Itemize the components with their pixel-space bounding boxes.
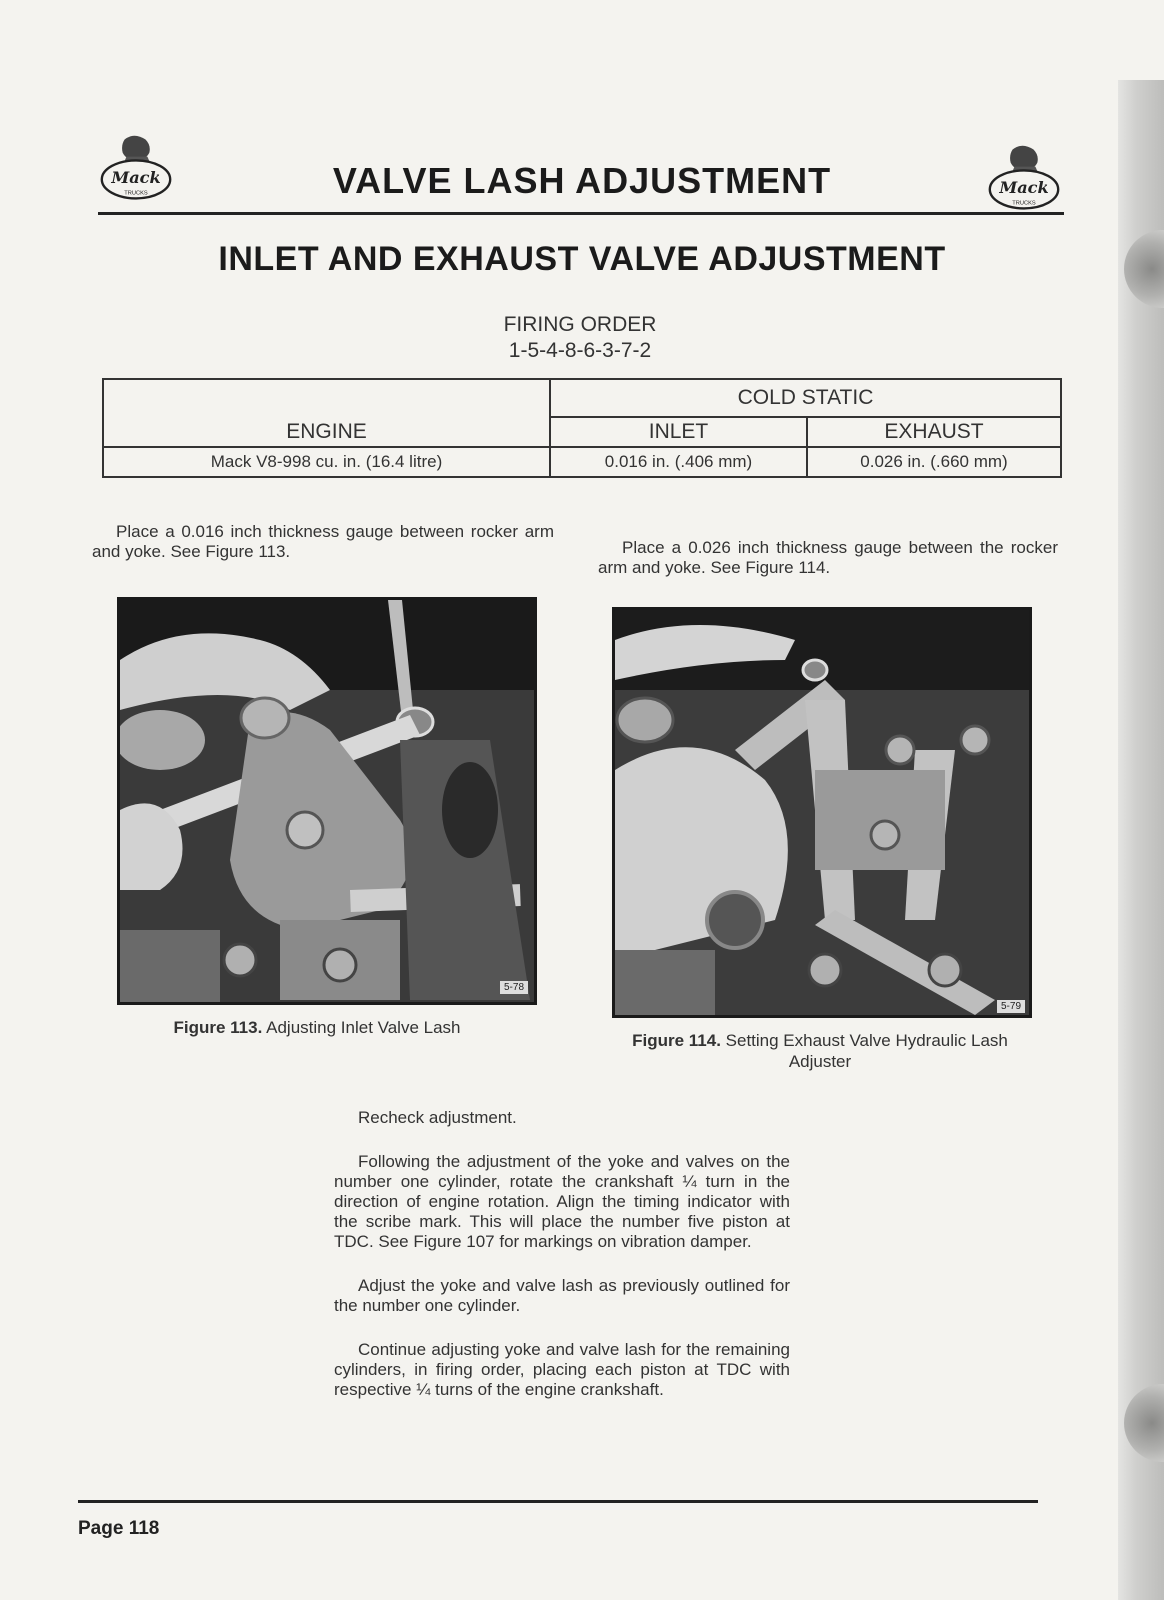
- section-title: INLET AND EXHAUST VALVE ADJUSTMENT: [218, 240, 946, 278]
- engine-header: ENGINE: [103, 379, 550, 447]
- firing-order: [480, 312, 680, 364]
- inlet-instruction: Place a 0.016 inch thickness gauge between rocker arm and yoke. See Figure 113.: [92, 522, 554, 561]
- svg-text:TRUCKS: TRUCKS: [1012, 200, 1036, 207]
- body-text: [334, 1108, 790, 1424]
- figure-114-caption-text: Setting Exhaust Valve Hydraulic Lash Adjuster: [725, 1031, 1008, 1071]
- figure-113-label: Figure 113.: [173, 1018, 263, 1037]
- figure-114-plate: 5-79: [997, 1000, 1025, 1013]
- page-title: VALVE LASH ADJUSTMENT: [332, 160, 832, 201]
- figure-113-caption: [120, 1018, 514, 1038]
- figure-114-photo: [612, 607, 1032, 1018]
- svg-text:Mack: Mack: [111, 168, 161, 188]
- footer-rule: [78, 1500, 1038, 1503]
- svg-text:TRUCKS: TRUCKS: [124, 190, 148, 197]
- body-paragraph-2: Following the adjustment of the yoke and valves on the number one cylinder, rotate the crankshaft ¼ turn in the direction of engine rotation. Align the timing indicator with the scribe mark. This will place the number five piston at TDC. See Figure 107 for markings on vibration damper.: [334, 1152, 790, 1251]
- firing-order-label: FIRING ORDER: [503, 313, 657, 336]
- title-rule: [98, 212, 1064, 215]
- exhaust-header: EXHAUST: [807, 417, 1061, 447]
- cold-static-header: COLD STATIC: [550, 379, 1061, 417]
- figure-113-photo: [117, 597, 537, 1005]
- inlet-value: 0.016 in. (.406 mm): [550, 447, 807, 477]
- firing-order-sequence: 1-5-4-8-6-3-7-2: [508, 339, 652, 362]
- figure-113-caption-text: Adjusting Inlet Valve Lash: [266, 1018, 461, 1037]
- figure-114-caption: [620, 1030, 1020, 1072]
- svg-text:Mack: Mack: [999, 178, 1049, 198]
- body-paragraph-4: Continue adjusting yoke and valve lash for the remaining cylinders, in firing order, placing each piston at TDC with respective ¼ turns of the engine crankshaft.: [334, 1340, 790, 1399]
- body-paragraph-1: Recheck adjustment.: [358, 1108, 517, 1127]
- exhaust-value: 0.026 in. (.660 mm): [807, 447, 1061, 477]
- figure-114-label: Figure 114.: [632, 1031, 721, 1050]
- body-paragraph-3: Adjust the yoke and valve lash as previously outlined for the number one cylinder.: [334, 1276, 790, 1315]
- exhaust-instruction: Place a 0.026 inch thickness gauge between the rocker arm and yoke. See Figure 114.: [598, 538, 1058, 577]
- spec-table: [102, 378, 1062, 478]
- engine-value: Mack V8-998 cu. in. (16.4 litre): [103, 447, 550, 477]
- page-edge: [1118, 80, 1164, 1600]
- inlet-header: INLET: [550, 417, 807, 447]
- figure-113-plate: 5-78: [500, 981, 528, 994]
- page-number: Page 118: [78, 1518, 160, 1539]
